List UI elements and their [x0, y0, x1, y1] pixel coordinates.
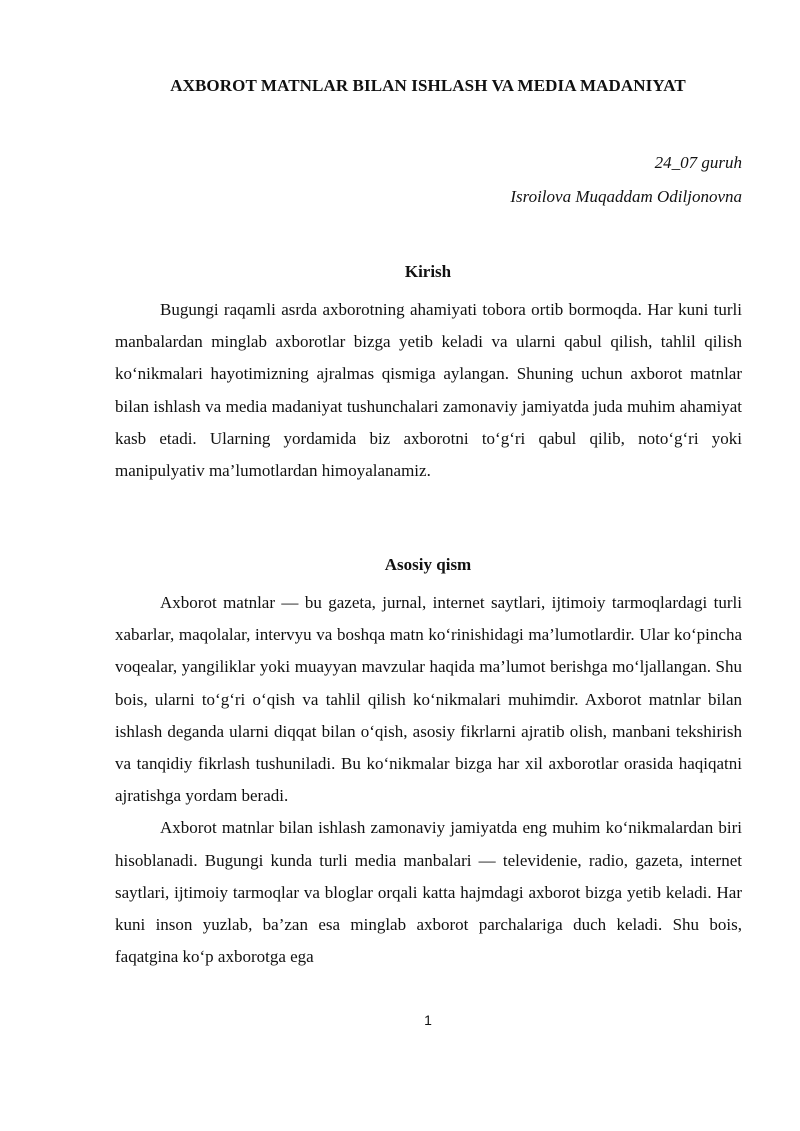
author-name: Isroilova Muqaddam Odiljonovna: [510, 187, 742, 206]
intro-text: [115, 294, 742, 487]
paragraph: Bugungi raqamli asrda axborotning ahamiyati tobora ortib bormoqda. Har kuni turli manbalardan minglab axborotlar bizga yetib keladi va ularni qabul qilish, tahlil qilish ko‘nikmalari hayotimizning ajralmas qismiga aylangan. Shuning uchun axborot matnlar bilan ishlash va media madaniyat tushunchalari zamonaviy jamiyatda juda muhim ahamiyat kasb etadi. Ularning yordamida biz axborotni to‘g‘ri qabul qilib, noto‘g‘ri yoki manipulyativ ma’lumotlardan himoyalanamiz.: [115, 300, 742, 481]
section-heading-intro: Kirish: [404, 262, 452, 281]
main-text: [115, 587, 742, 973]
paragraph: Axborot matnlar bilan ishlash zamonaviy jamiyatda eng muhim ko‘nikmalardan biri hisoblanadi. Bugungi kunda turli media manbalari — televidenie, radio, gazeta, internet saytlari, ijtimoiy tarmoqlar va bloglar orqali katta hajmdagi axborot bizga yetib keladi. Har kuni inson yuzlab, ba’zan esa minglab axborot parchalariga duch keladi. Shu bois, faqatgina ko‘p axborotga ega: [115, 818, 742, 967]
author-block: [510, 152, 742, 220]
group-label: 24_07 guruh: [654, 153, 742, 172]
page-number: 1: [424, 1012, 432, 1028]
paragraph: Axborot matnlar — bu gazeta, jurnal, internet saytlari, ijtimoiy tarmoqlardagi turli xabarlar, maqolalar, intervyu va boshqa matn ko‘rinishidagi ma’lumotlardir. Ular ko‘pincha voqealar, yangiliklar yoki muayyan mavzular haqida ma’lumot berishga mo‘ljallangan. Shu bois, ularni to‘g‘ri o‘qish va tahlil qilish ko‘nikmalari muhimdir. Axborot matnlar bilan ishlash deganda ularni diqqat bilan o‘qish, asosiy fikrlarni ajratib olish, manbani tekshirish va tanqidiy fikrlash tushuniladi. Bu ko‘nikmalar bizga har xil axborotlar orasida haqiqatni ajratishga yordam beradi.: [115, 593, 742, 806]
section-heading-main: Asosiy qism: [384, 555, 472, 574]
document-title: AXBOROT MATNLAR BILAN ISHLASH VA MEDIA MADANIYAT: [170, 76, 686, 95]
